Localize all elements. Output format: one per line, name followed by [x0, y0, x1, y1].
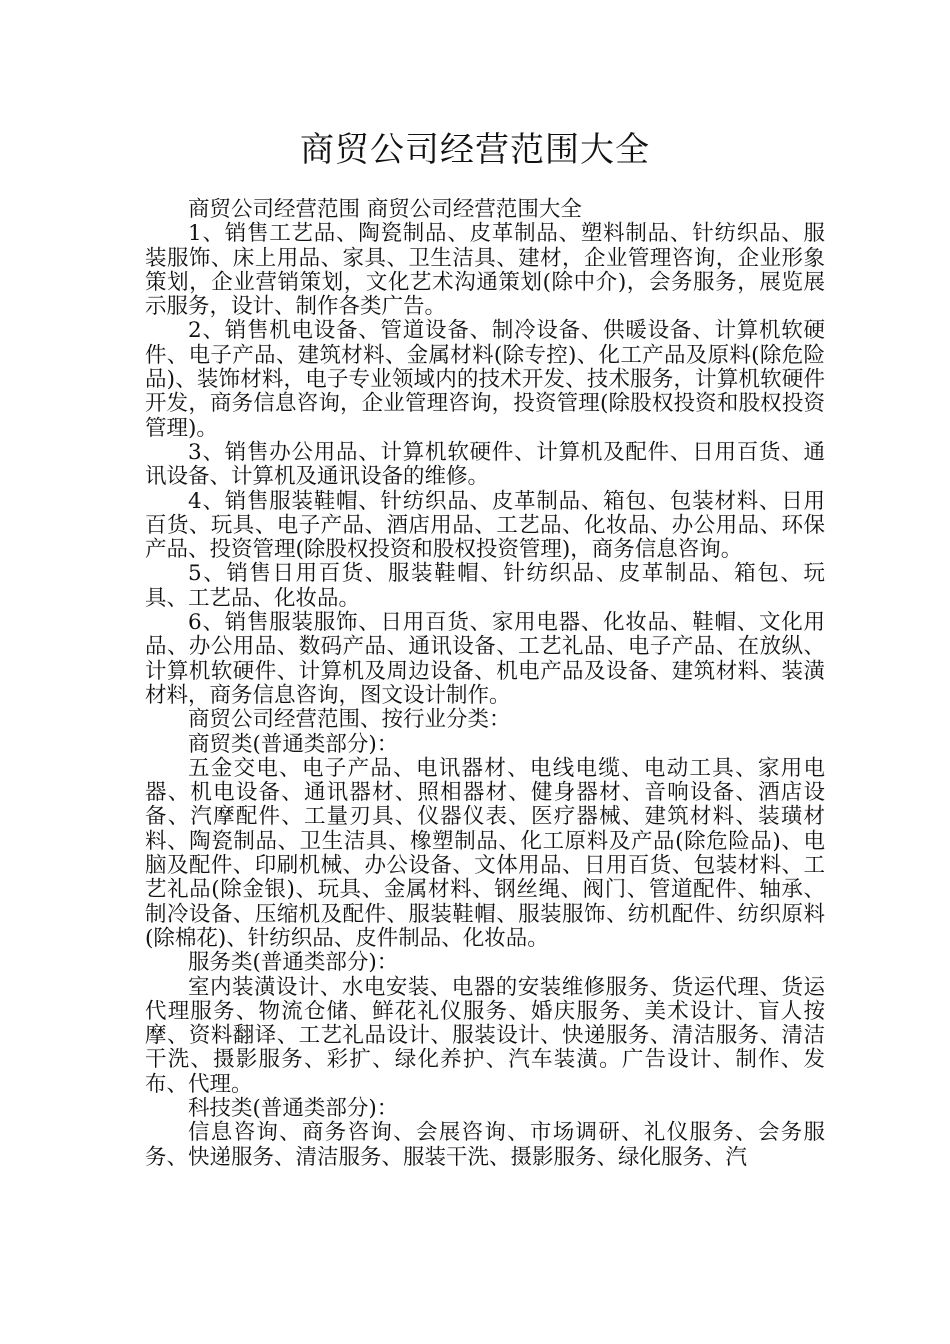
paragraph-tech-scope: 信息咨询、商务咨询、会展咨询、市场调研、礼仪服务、会务服务、快递服务、清洁服务、服装干洗、摄影服务、绿化服务、汽 [145, 1120, 825, 1170]
document-title: 商贸公司经营范围大全 [300, 130, 650, 170]
paragraph-intro: 商贸公司经营范围 商贸公司经营范围大全 [188, 197, 582, 222]
paragraph-item-5: 5、销售日用百货、服装鞋帽、针纺织品、皮革制品、箱包、玩具、工艺品、化妆品。 [145, 561, 825, 611]
document-body [145, 198, 825, 1170]
paragraph-item-3: 3、销售办公用品、计算机软硬件、计算机及配件、日用百货、通讯设备、计算机及通讯设备的维修。 [145, 439, 825, 490]
section-heading-trade: 商贸类(普通类部分)： [188, 731, 399, 757]
section-heading-service: 服务类(普通类部分)： [188, 950, 399, 976]
paragraph-item-2: 2、销售机电设备、管道设备、制冷设备、供暖设备、计算机软硬件、电子产品、建筑材料、金属材料(除专控)、化工产品及原料(除危险品)、装饰材料，电子专业领域内的技术开发、技术服务，计算机软硬件开发，商务信息咨询，企业管理咨询，投资管理(除股权投资和股权投资管理)。 [145, 318, 825, 441]
paragraph-trade-scope: 五金交电、电子产品、电讯器材、电线电缆、电动工具、家用电器、机电设备、通讯器材、照相器材、健身器材、音响设备、酒店设备、汽摩配件、工量刃具、仪器仪表、医疗器械、建筑材料、装璜材料、陶瓷制品、卫生洁具、橡塑制品、化工原料及产品(除危险品)、电脑及配件、印刷机械、办公设备、文体用品、日用百货、包装材料、工艺礼品(除金银)、玩具、金属材料、钢丝绳、阀门、管道配件、轴承、制冷设备、压缩机及配件、服装鞋帽、服装服饰、纺机配件、纺织原料(除棉花)、针纺织品、皮件制品、化妆品。 [145, 755, 825, 951]
paragraph-item-4: 4、销售服装鞋帽、针纺织品、皮革制品、箱包、包装材料、日用百货、玩具、电子产品、酒店用品、工艺品、化妆品、办公用品、环保产品、投资管理(除股权投资和股权投资管理)，商务信息咨询。 [145, 488, 825, 563]
paragraph-item-1: 1、销售工艺品、陶瓷制品、皮革制品、塑料制品、针纺织品、服装服饰、床上用品、家具、卫生洁具、建材，企业管理咨询，企业形象策划，企业营销策划，文化艺术沟通策划(除中介)，会务服务，展览展示服务，设计、制作各类广告。 [145, 221, 825, 320]
section-heading-tech: 科技类(普通类部分)： [188, 1095, 399, 1121]
paragraph-item-6: 6、销售服装服饰、日用百货、家用电器、化妆品、鞋帽、文化用品、办公用品、数码产品、通讯设备、工艺礼品、电子产品、在放纵、计算机软硬件、计算机及周边设备、机电产品及设备、建筑材料、装潢材料，商务信息咨询，图文设计制作。 [145, 610, 825, 708]
section-heading-by-industry: 商贸公司经营范围、按行业分类： [188, 707, 511, 733]
paragraph-service-scope: 室内装潢设计、水电安装、电器的安装维修服务、货运代理、货运代理服务、物流仓储、鲜花礼仪服务、婚庆服务、美术设计、盲人按摩、资料翻译、工艺礼品设计、服装设计、快递服务、清洁服务、清洁干洗、摄影服务、彩扩、绿化养护、汽车装潢。广告设计、制作、发布、代理。 [145, 974, 825, 1097]
